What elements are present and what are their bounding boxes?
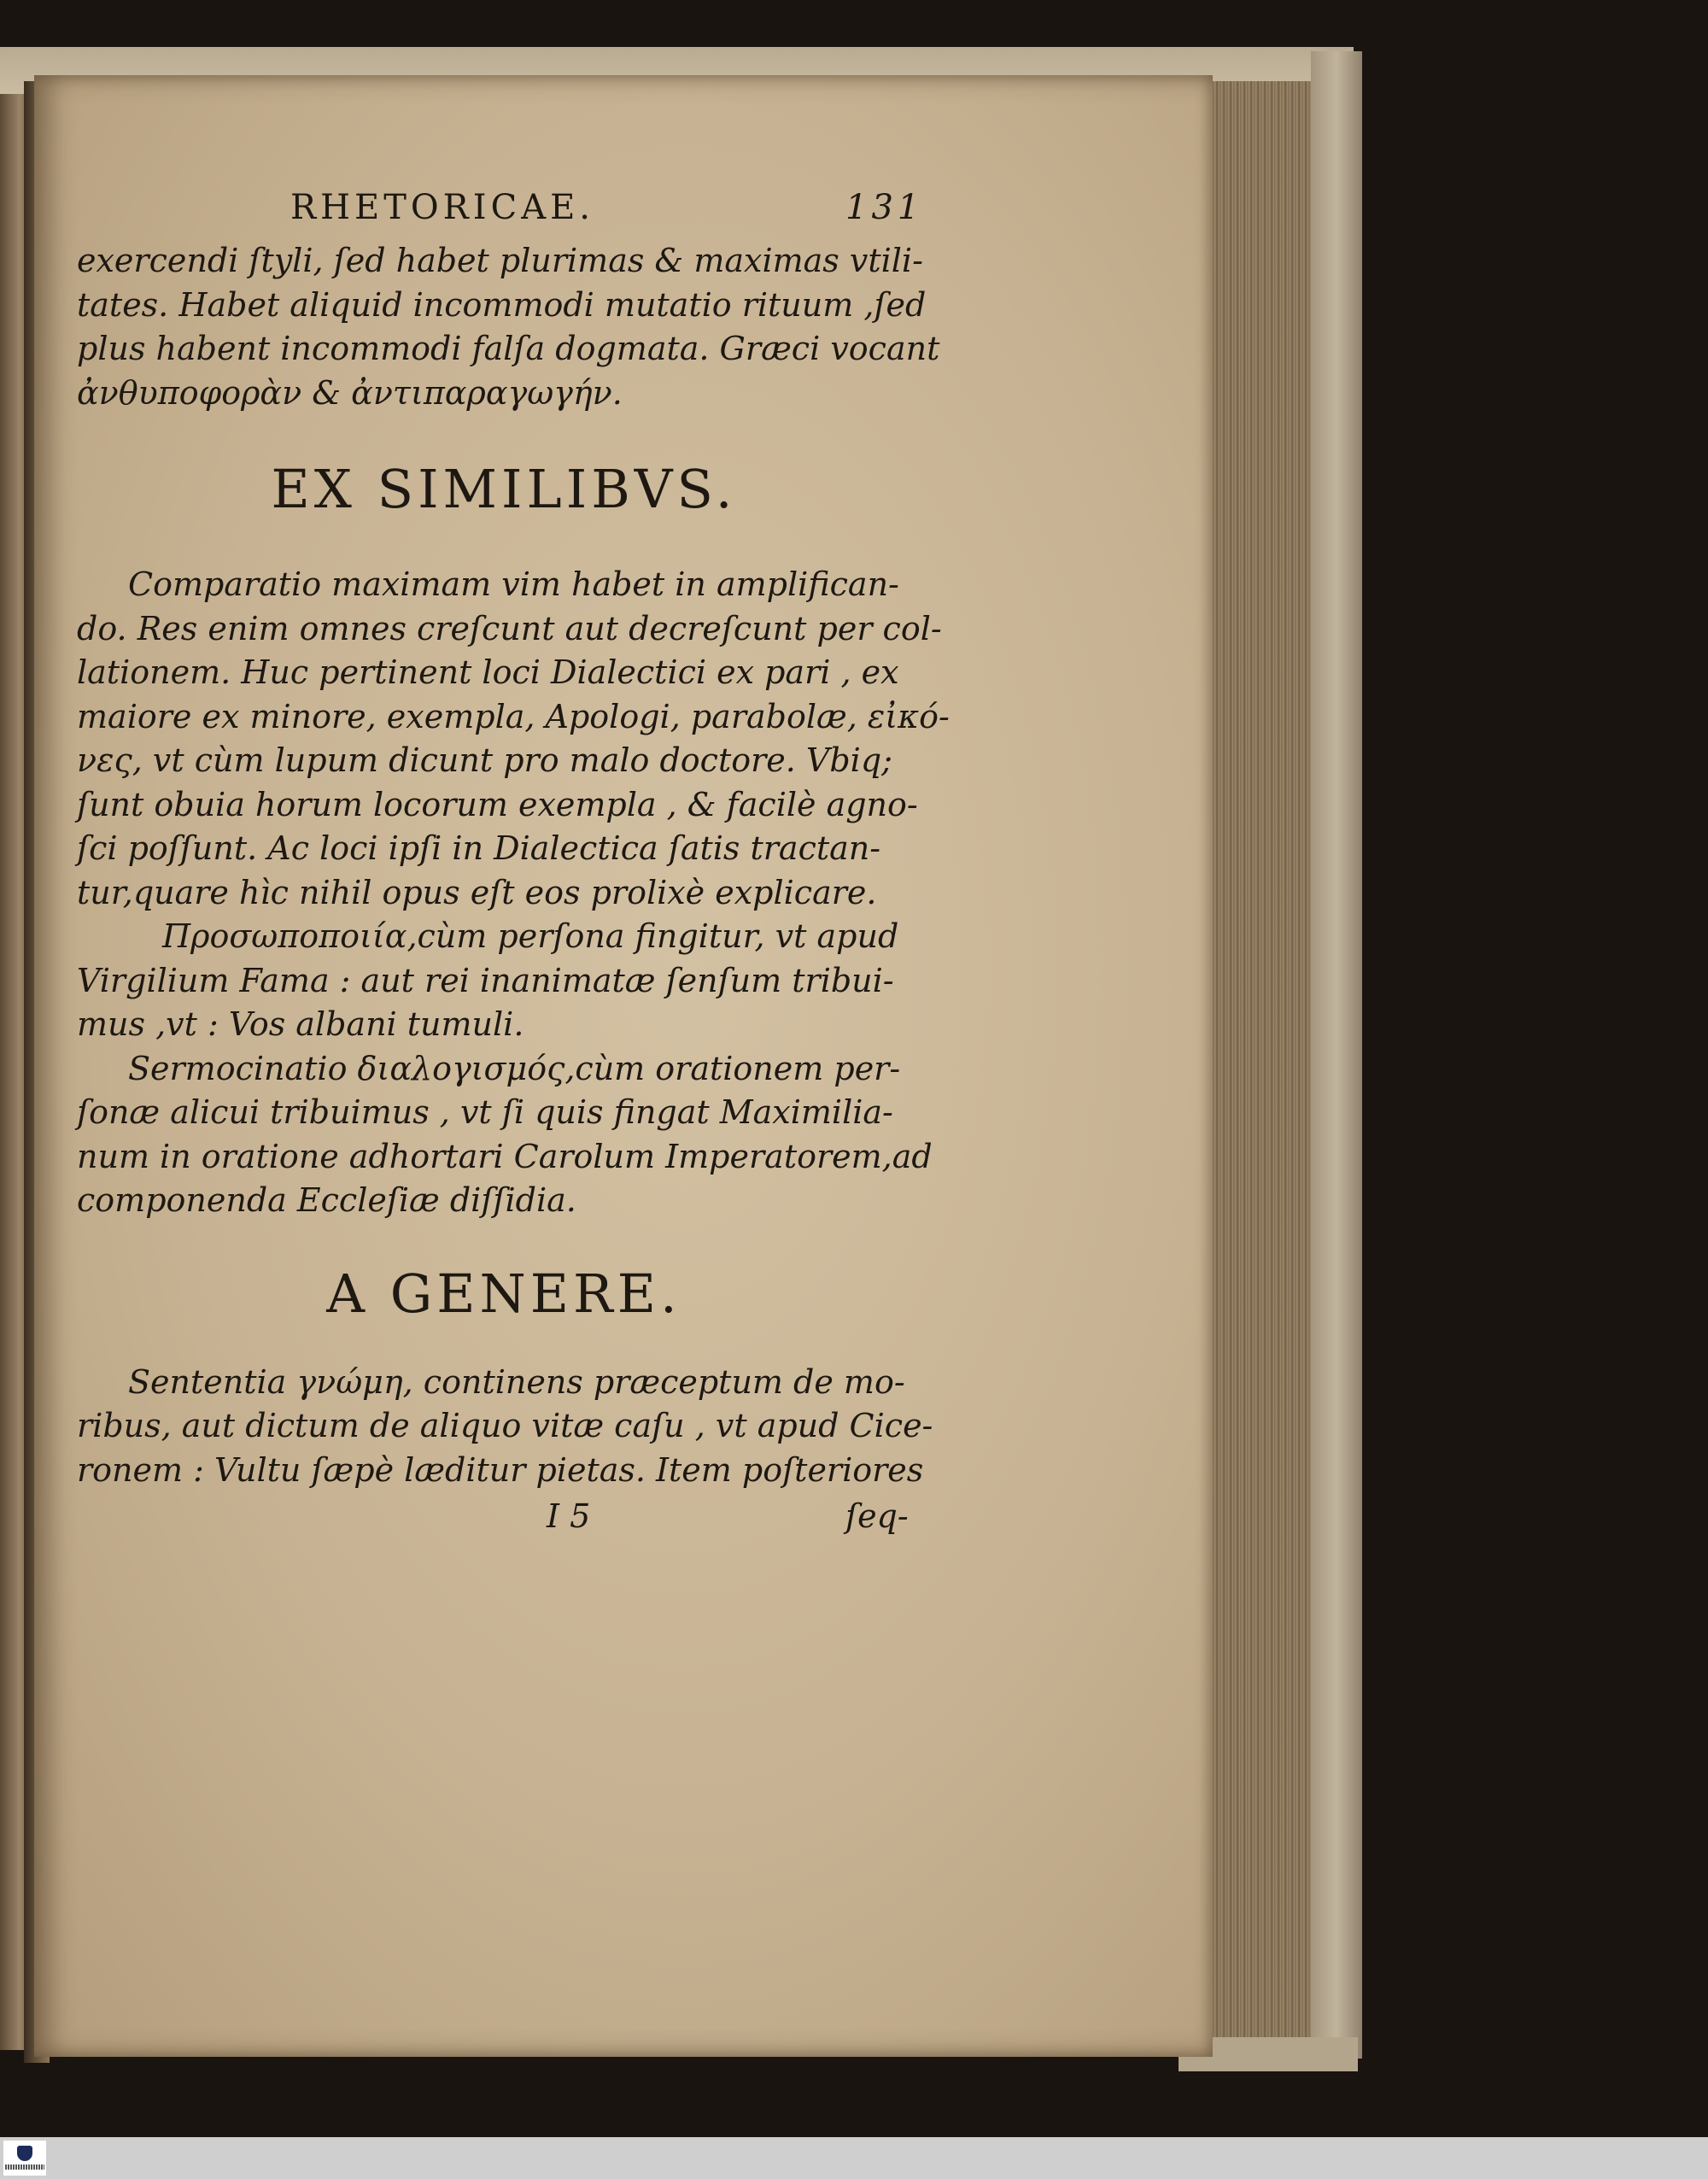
text-line: mus ,vt : Vos albani tumuli. (77, 1005, 524, 1043)
paragraph-sententia (77, 1361, 931, 1493)
section-heading-a-genere: A GENERE. (326, 1262, 681, 1325)
text-line: ſci poſſunt. Ac loci ipſi in Dialectica ſatis tractan- (77, 829, 881, 867)
paragraph-sermocinatio (77, 1047, 931, 1223)
page-footer (77, 1492, 931, 1540)
text-line: num in oratione adhortari Carolum Imperatorem,ad (77, 1137, 933, 1175)
text-line: Virgilium Fama : aut rei inanimatæ ſenſum tribui- (77, 961, 894, 999)
book-cover-edge (1311, 51, 1362, 2059)
running-head: RHETORICAE. (290, 188, 594, 227)
text-line: Comparatio maximam vim habet in amplifican- (128, 565, 899, 603)
text-line: Sententia γνώμη, continens præceptum de mo- (128, 1362, 905, 1401)
text-line: lationem. Huc pertinent loci Dialectici ex pari , ex (77, 653, 899, 691)
page-number: 131 (845, 188, 924, 227)
library-logo-icon (3, 2141, 46, 2176)
text-line: ſunt obuia horum locorum exempla , & facilè agno- (77, 785, 918, 823)
viewer-footer-bar (0, 2137, 1708, 2179)
text-line: ſonæ alicui tribuimus , vt ſi quis fingat Maximilia- (77, 1093, 893, 1131)
text-line: ribus, aut dictum de aliquo vitæ caſu , vt apud Cice- (77, 1407, 933, 1444)
text-line: componenda Eccleſiæ diſſidia. (77, 1181, 576, 1219)
logo-wordmark (5, 2164, 44, 2170)
text-line: Προσωποποιία,cùm perſona fingitur, vt apud (162, 917, 899, 955)
text-line: tates. Habet aliquid incommodi mutatio rituum ,ſed (77, 285, 927, 324)
text-line: Sermocinatio διαλογισμός,cùm orationem per- (128, 1049, 901, 1087)
text-line: do. Res enim omnes creſcunt aut decreſcunt per col- (77, 609, 942, 647)
text-line: exercendi ſtyli, ſed habet plurimas & maximas vtili- (77, 242, 923, 279)
text-line: νες, vt cùm lupum dicunt pro malo doctore. Vbiq; (77, 741, 892, 779)
text-line: ronem : Vultu ſæpè læditur pietas. Item poſteriores (77, 1450, 924, 1489)
paragraph-comparatio (77, 563, 950, 915)
section-heading-ex-similibus: EX SIMILIBVS. (271, 458, 737, 520)
text-line: maiore ex minore, exempla, Apologi, parabolæ, εἰκό- (77, 697, 950, 735)
page-text (77, 188, 950, 1540)
signature-mark: I 5 (547, 1497, 591, 1535)
paragraph-prosopopoeia (77, 915, 931, 1047)
paragraph-top (77, 239, 940, 415)
text-line: tur,quare hìc nihil opus eſt eos prolixè explicare. (77, 873, 877, 911)
text-line: ἀνθυποφορὰν & ἀντιπαραγωγήν. (77, 373, 623, 412)
text-line: plus habent incommodi falſa dogmata. Græci vocant (77, 330, 940, 367)
page-header (77, 188, 931, 239)
catchword: ſeq- (845, 1497, 909, 1535)
crest-icon (17, 2146, 32, 2161)
